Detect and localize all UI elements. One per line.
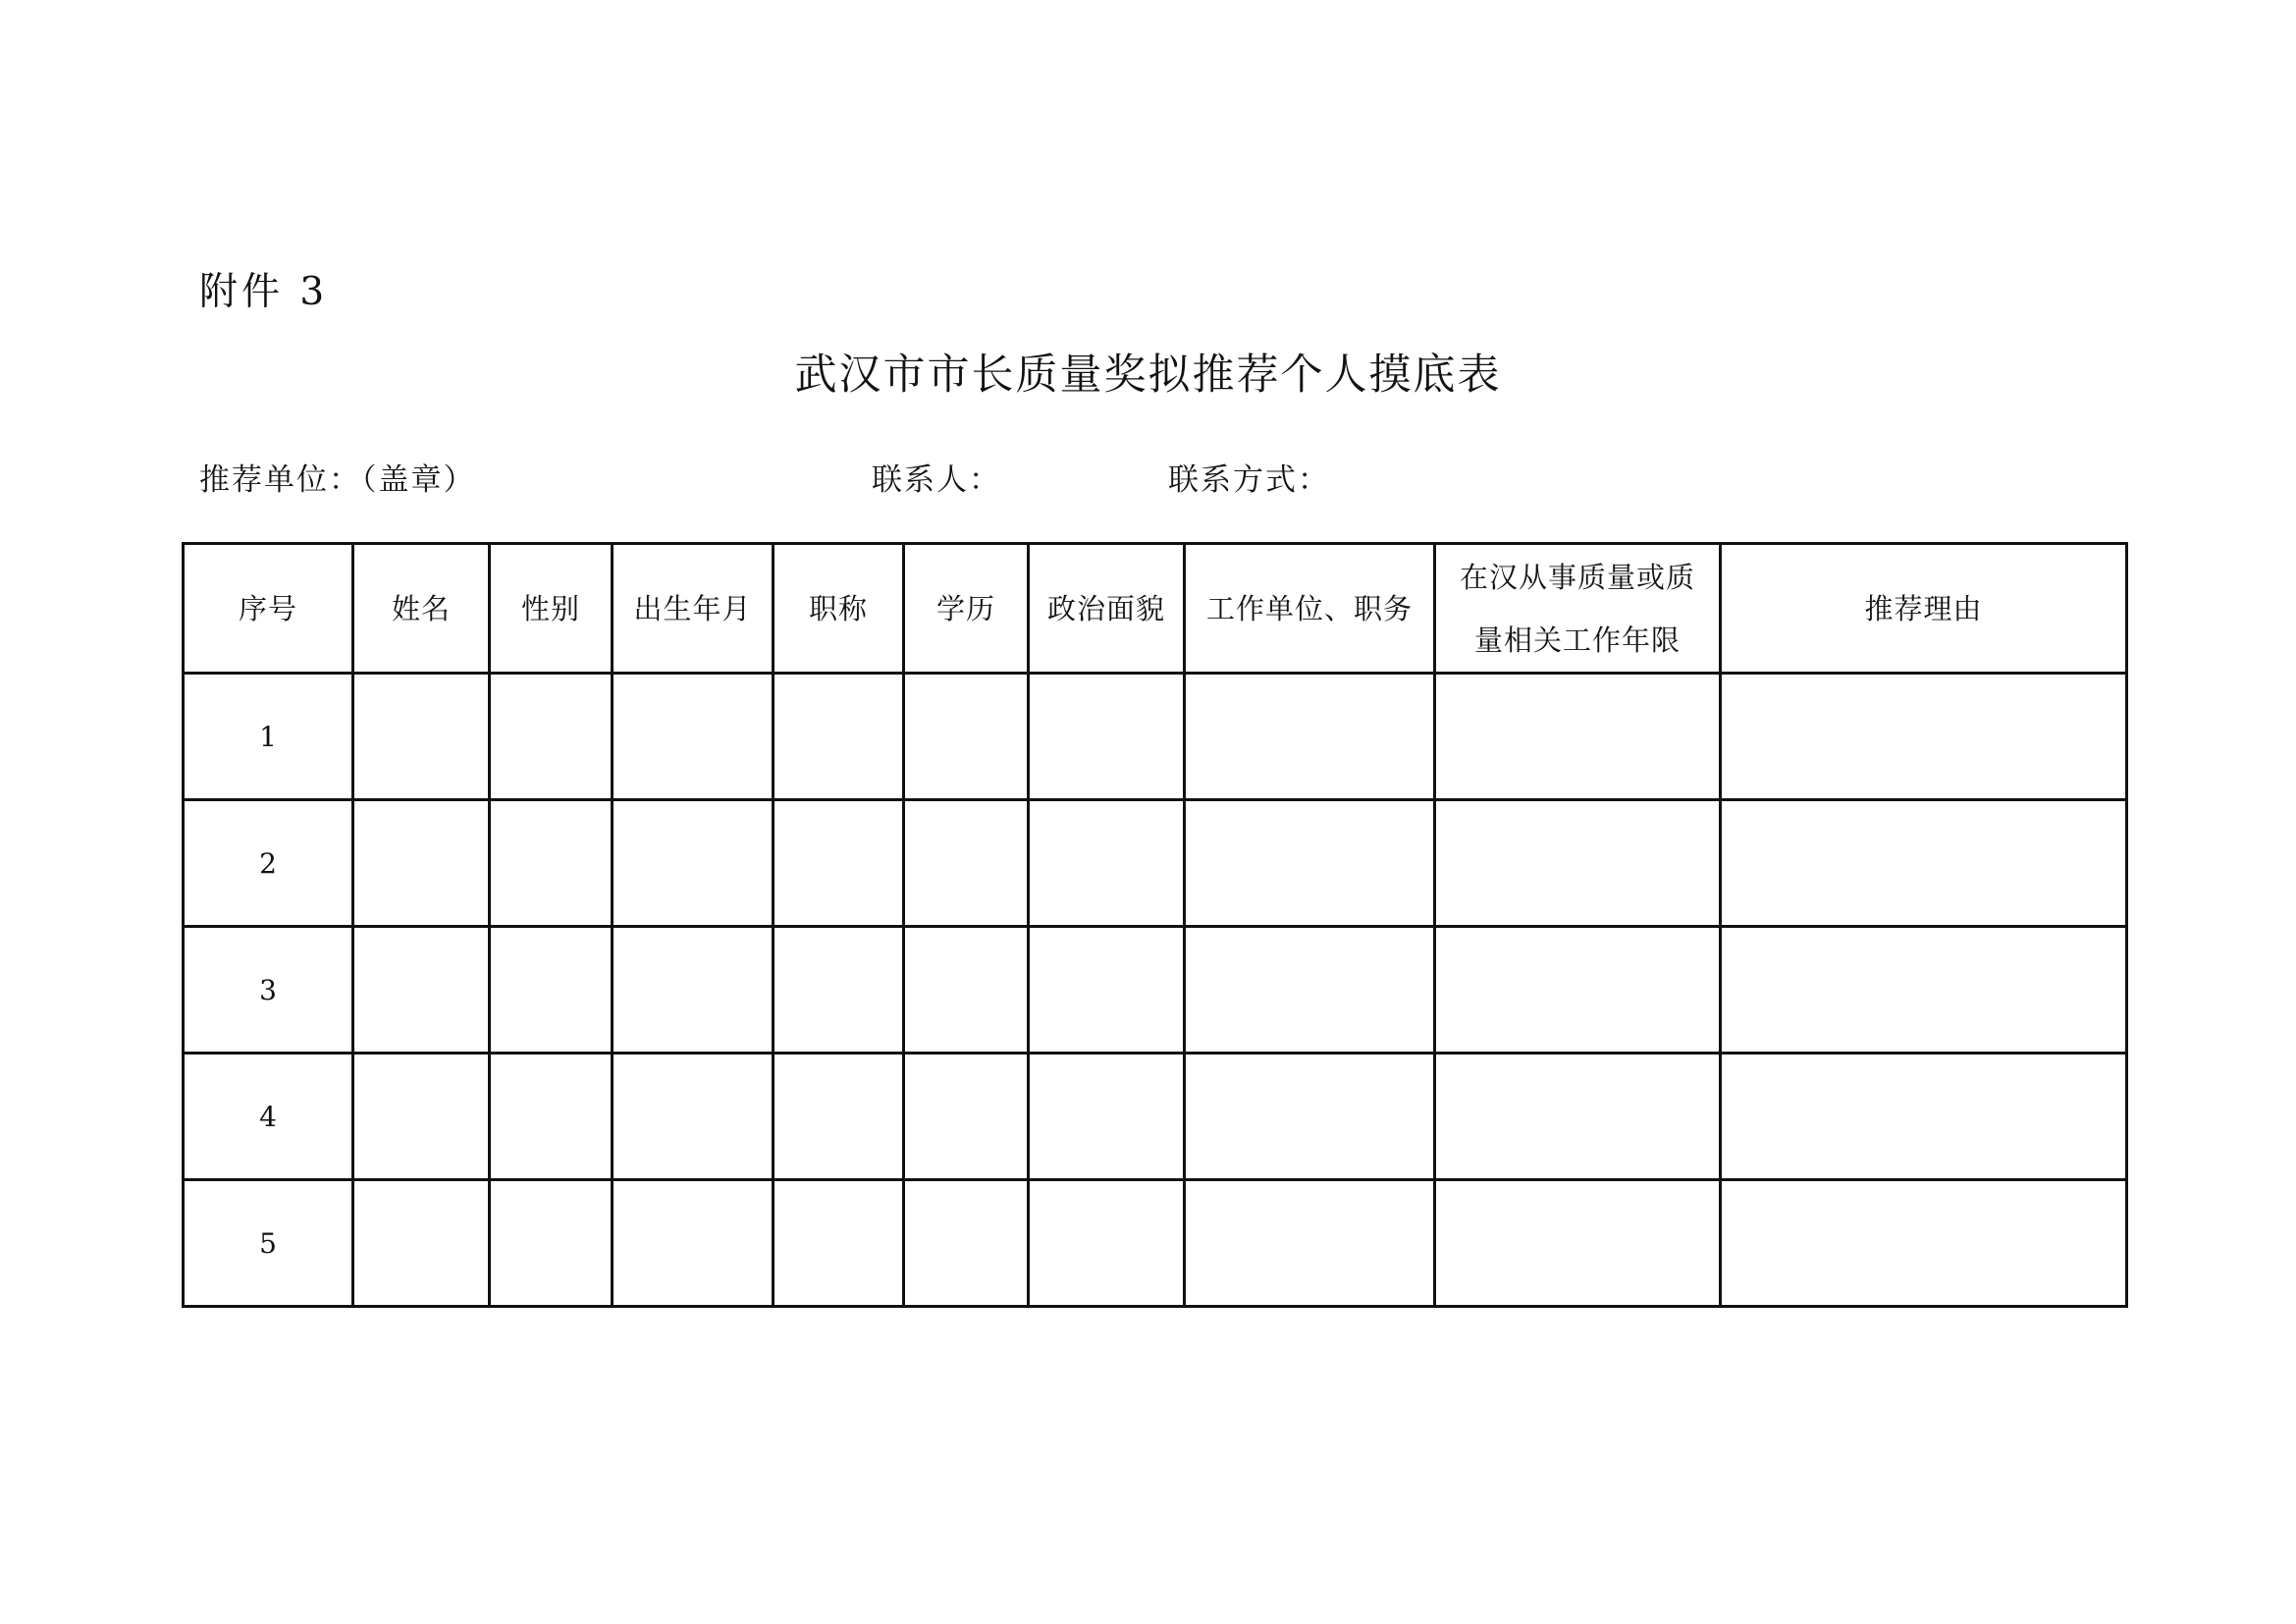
cell-gender[interactable] bbox=[490, 927, 613, 1054]
cell-gender[interactable] bbox=[490, 1054, 613, 1180]
cell-birth-date[interactable] bbox=[613, 1054, 774, 1180]
cell-birth-date[interactable] bbox=[613, 927, 774, 1054]
cell-name[interactable] bbox=[353, 1180, 490, 1307]
cell-quality-work-years[interactable] bbox=[1435, 1180, 1721, 1307]
cell-gender[interactable] bbox=[490, 674, 613, 800]
cell-quality-work-years[interactable] bbox=[1435, 1054, 1721, 1180]
row-index: 2 bbox=[184, 800, 353, 927]
header-political-status: 政治面貌 bbox=[1029, 544, 1185, 674]
cell-title[interactable] bbox=[774, 800, 904, 927]
cell-birth-date[interactable] bbox=[613, 674, 774, 800]
cell-education[interactable] bbox=[904, 1054, 1029, 1180]
header-recommendation-reason: 推荐理由 bbox=[1721, 544, 2127, 674]
header-quality-work-years-line2: 量相关工作年限 bbox=[1473, 623, 1681, 657]
row-index: 4 bbox=[184, 1054, 353, 1180]
candidate-table bbox=[182, 542, 2128, 1308]
cell-recommendation-reason[interactable] bbox=[1721, 674, 2127, 800]
table-header-row bbox=[184, 544, 2127, 674]
cell-gender[interactable] bbox=[490, 1180, 613, 1307]
recommending-unit-label: 推荐单位：（盖章） bbox=[199, 462, 476, 498]
table-row bbox=[184, 1180, 2127, 1307]
cell-education[interactable] bbox=[904, 800, 1029, 927]
cell-recommendation-reason[interactable] bbox=[1721, 800, 2127, 927]
cell-birth-date[interactable] bbox=[613, 1180, 774, 1307]
cell-title[interactable] bbox=[774, 674, 904, 800]
row-index: 5 bbox=[184, 1180, 353, 1307]
header-title: 职称 bbox=[774, 544, 904, 674]
attachment-label: 附件 3 bbox=[199, 270, 329, 314]
cell-education[interactable] bbox=[904, 1180, 1029, 1307]
cell-gender[interactable] bbox=[490, 800, 613, 927]
cell-recommendation-reason[interactable] bbox=[1721, 1180, 2127, 1307]
cell-political-status[interactable] bbox=[1029, 800, 1185, 927]
cell-title[interactable] bbox=[774, 1054, 904, 1180]
header-education: 学历 bbox=[904, 544, 1029, 674]
table-row bbox=[184, 1054, 2127, 1180]
cell-political-status[interactable] bbox=[1029, 674, 1185, 800]
cell-recommendation-reason[interactable] bbox=[1721, 927, 2127, 1054]
header-index: 序号 bbox=[184, 544, 353, 674]
header-quality-work-years-line1: 在汉从事质量或质 bbox=[1459, 560, 1695, 594]
table-row bbox=[184, 674, 2127, 800]
header-quality-work-years bbox=[1435, 544, 1721, 674]
table-row bbox=[184, 800, 2127, 927]
cell-education[interactable] bbox=[904, 674, 1029, 800]
header-birth-date: 出生年月 bbox=[613, 544, 774, 674]
cell-quality-work-years[interactable] bbox=[1435, 927, 1721, 1054]
contact-person-label: 联系人： bbox=[872, 462, 1001, 498]
header-name: 姓名 bbox=[353, 544, 490, 674]
page-title: 武汉市市长质量奖拟推荐个人摸底表 bbox=[794, 351, 1502, 400]
cell-education[interactable] bbox=[904, 927, 1029, 1054]
cell-birth-date[interactable] bbox=[613, 800, 774, 927]
cell-name[interactable] bbox=[353, 800, 490, 927]
cell-quality-work-years[interactable] bbox=[1435, 674, 1721, 800]
cell-name[interactable] bbox=[353, 1054, 490, 1180]
cell-political-status[interactable] bbox=[1029, 927, 1185, 1054]
cell-title[interactable] bbox=[774, 1180, 904, 1307]
cell-employer-position[interactable] bbox=[1185, 927, 1435, 1054]
cell-political-status[interactable] bbox=[1029, 1180, 1185, 1307]
row-index: 3 bbox=[184, 927, 353, 1054]
cell-employer-position[interactable] bbox=[1185, 1180, 1435, 1307]
cell-political-status[interactable] bbox=[1029, 1054, 1185, 1180]
cell-name[interactable] bbox=[353, 674, 490, 800]
table-row bbox=[184, 927, 2127, 1054]
cell-title[interactable] bbox=[774, 927, 904, 1054]
cell-employer-position[interactable] bbox=[1185, 800, 1435, 927]
cell-quality-work-years[interactable] bbox=[1435, 800, 1721, 927]
row-index: 1 bbox=[184, 674, 353, 800]
cell-recommendation-reason[interactable] bbox=[1721, 1054, 2127, 1180]
header-employer-position: 工作单位、职务 bbox=[1185, 544, 1435, 674]
cell-employer-position[interactable] bbox=[1185, 674, 1435, 800]
cell-name[interactable] bbox=[353, 927, 490, 1054]
contact-method-label: 联系方式： bbox=[1168, 462, 1330, 498]
header-gender: 性别 bbox=[490, 544, 613, 674]
cell-employer-position[interactable] bbox=[1185, 1054, 1435, 1180]
